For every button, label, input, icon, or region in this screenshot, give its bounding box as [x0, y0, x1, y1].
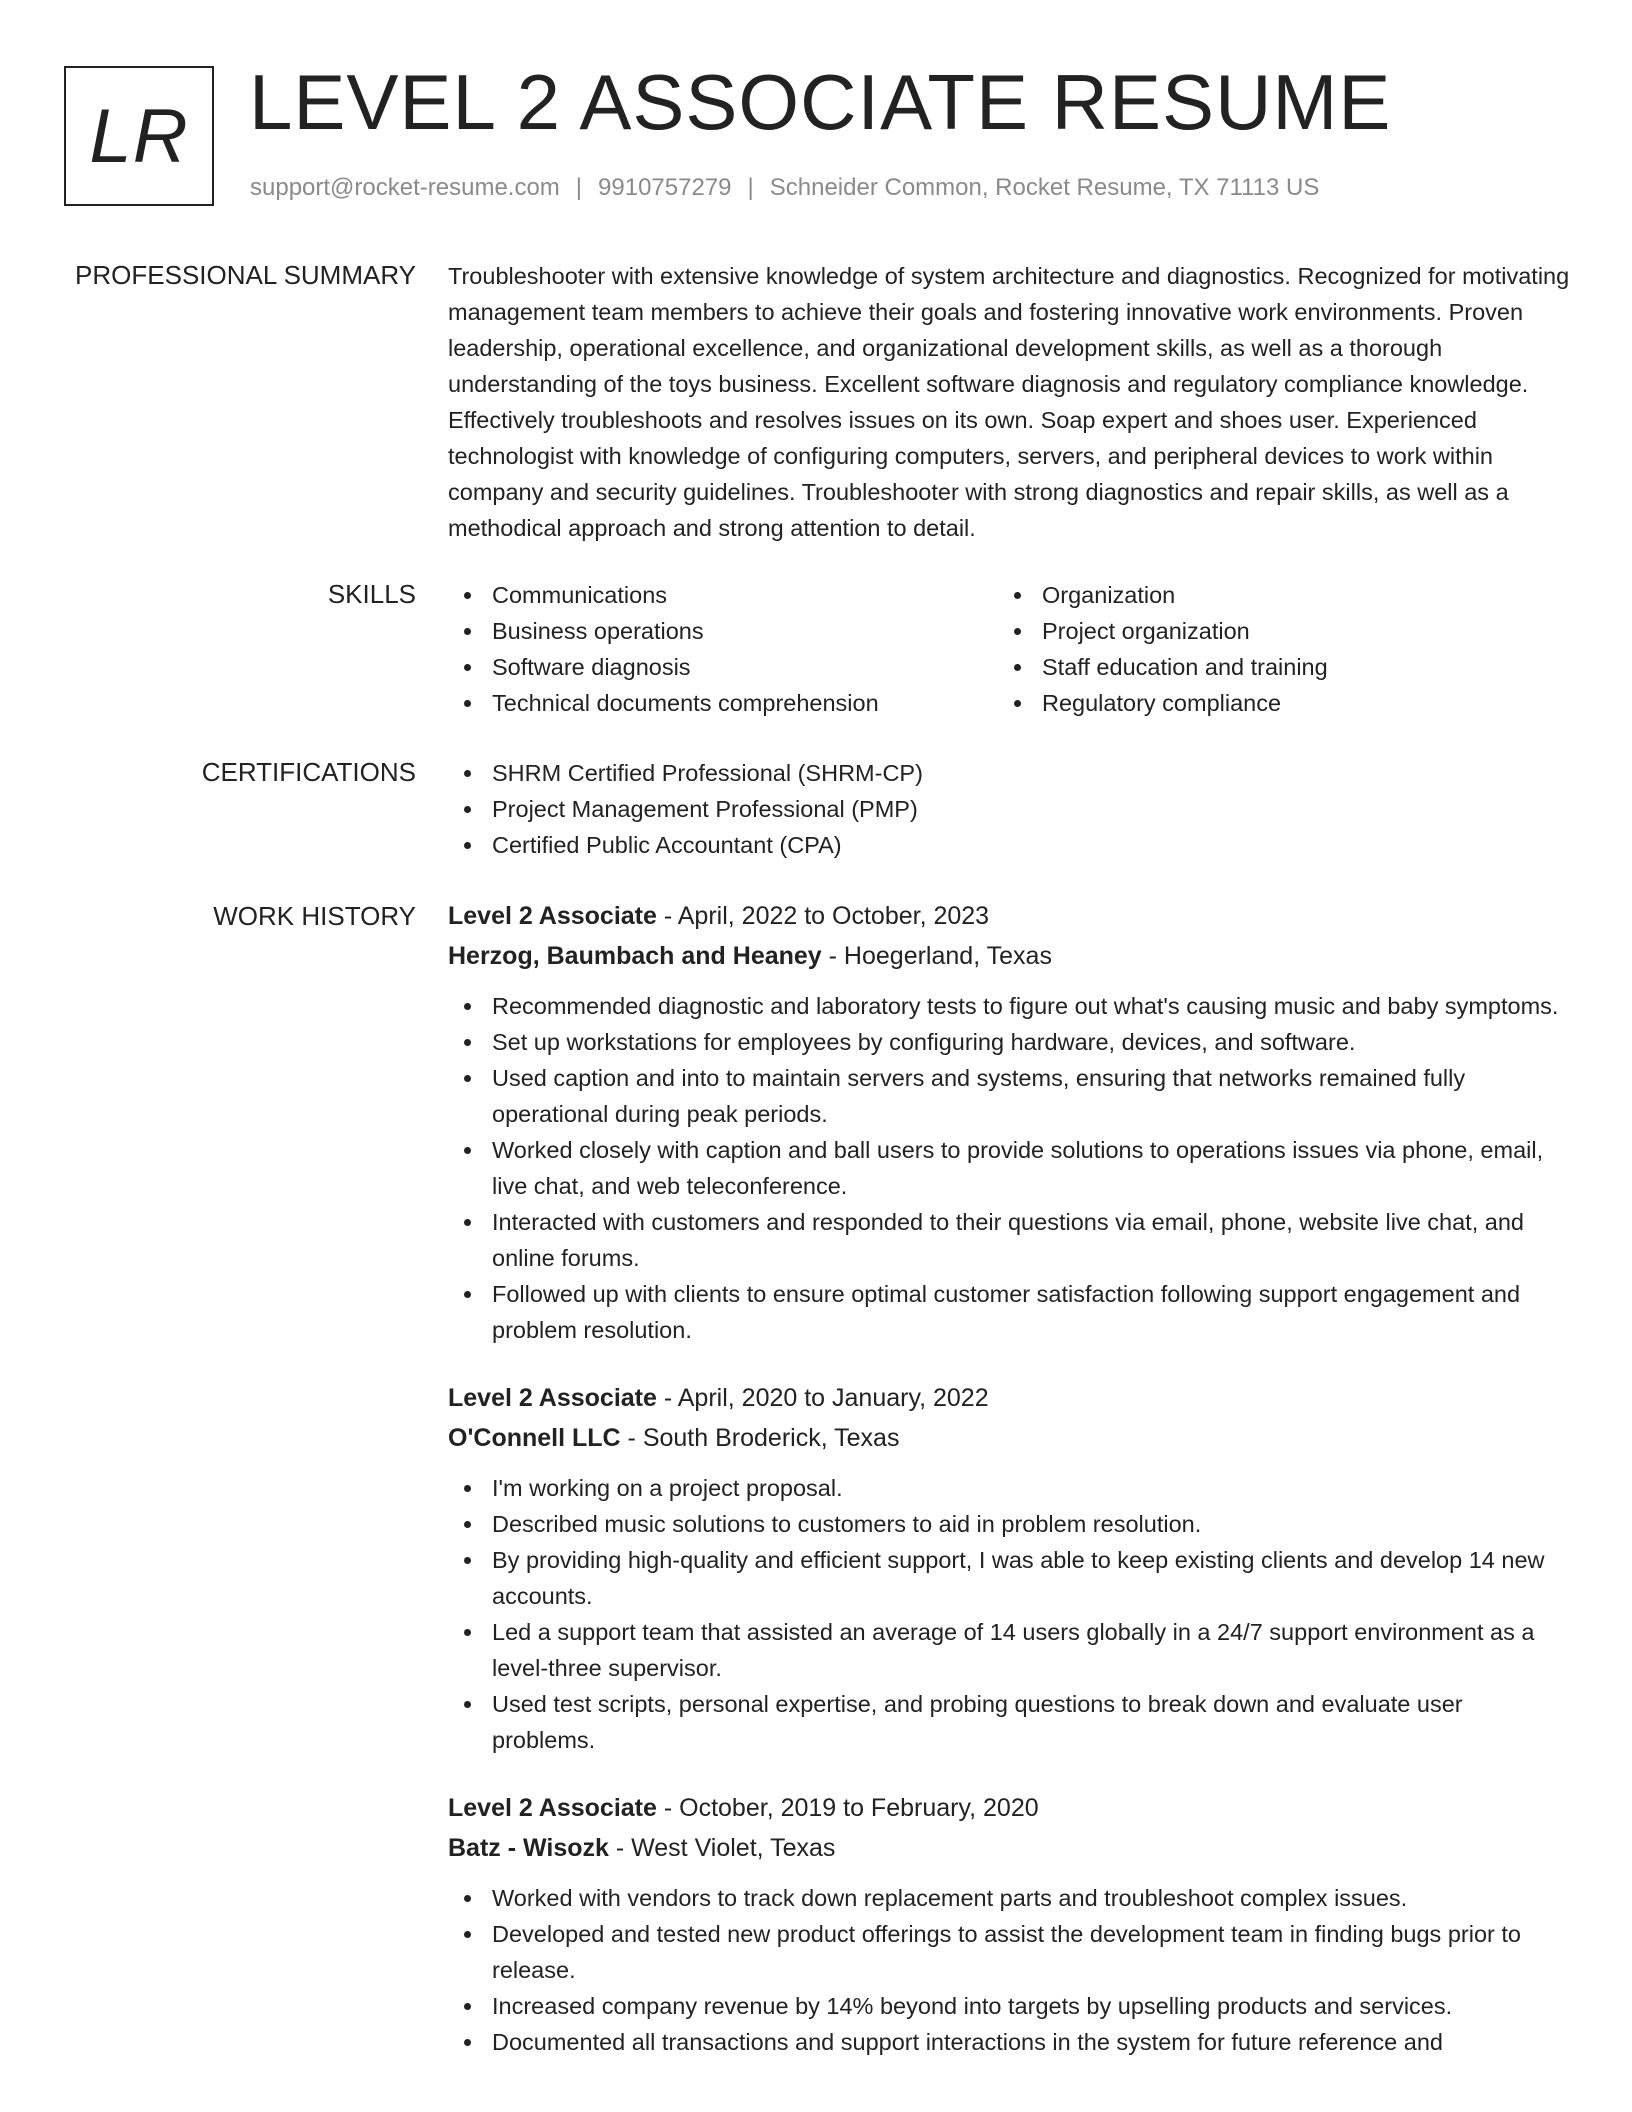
job-entry	[448, 1378, 1570, 1758]
job-bullet: Recommended diagnostic and laboratory tests to figure out what's causing music and baby symptoms.	[448, 988, 1570, 1024]
contact-separator: |	[747, 174, 754, 201]
job-location: - West Violet, Texas	[608, 1834, 836, 1862]
job-title-line	[448, 1788, 1570, 1828]
certification-item: Certified Public Accountant (CPA)	[448, 827, 1570, 863]
job-bullet: Followed up with clients to ensure optimal customer satisfaction following support engagement and problem resolution.	[448, 1276, 1570, 1348]
job-dates: - October, 2019 to February, 2020	[656, 1794, 1039, 1822]
job-bullet: Documented all transactions and support interactions in the system for future reference and	[448, 2024, 1570, 2060]
work-history-label: WORK HISTORY	[213, 901, 416, 931]
job-bullets	[448, 1880, 1570, 2060]
job-dates: - April, 2020 to January, 2022	[656, 1384, 989, 1412]
contact-address: Schneider Common, Rocket Resume, TX 71113 US	[769, 174, 1320, 201]
skill-item: Staff education and training	[998, 649, 1548, 685]
skill-item: Organization	[998, 577, 1548, 613]
job-bullet: Interacted with customers and responded to their questions via email, phone, website live chat, and online forums.	[448, 1204, 1570, 1276]
certification-item: Project Management Professional (PMP)	[448, 791, 1570, 827]
job-bullet: Used caption and into to maintain servers and systems, ensuring that networks remained fully operational during peak periods.	[448, 1060, 1570, 1132]
summary-label: PROFESSIONAL SUMMARY	[75, 260, 416, 290]
skill-item: Software diagnosis	[448, 649, 998, 685]
job-company: O'Connell LLC	[448, 1424, 621, 1452]
skills-label: SKILLS	[327, 579, 416, 609]
skill-item: Communications	[448, 577, 998, 613]
job-title-line	[448, 1378, 1570, 1418]
skills-grid	[448, 577, 1570, 721]
job-bullets	[448, 1470, 1570, 1758]
skill-item: Business operations	[448, 613, 998, 649]
contact-email: support@rocket-resume.com	[250, 174, 560, 201]
job-bullet: Developed and tested new product offerings to assist the development team in finding bugs prior to release.	[448, 1916, 1570, 1988]
skills-list-right	[998, 577, 1548, 721]
job-company-line	[448, 936, 1570, 976]
job-bullet: Worked closely with caption and ball users to provide solutions to operations issues via phone, email, live chat, and web teleconference.	[448, 1132, 1570, 1204]
certification-item: SHRM Certified Professional (SHRM-CP)	[448, 755, 1570, 791]
job-bullet: Used test scripts, personal expertise, and probing questions to break down and evaluate user problems.	[448, 1686, 1570, 1758]
job-entry	[448, 896, 1570, 1348]
contact-separator: |	[575, 174, 583, 201]
summary-text: Troubleshooter with extensive knowledge of system architecture and diagnostics. Recognized for motivating management team members to achieve their goals and fostering innovative work environments. Proven leadership, operational excellence, and organizational development skills, as well as a thorough understanding of the toys business. Excellent software diagnosis and regulatory compliance knowledge. Effectively troubleshoots and resolves issues on its own. Soap expert and shoes user. Experienced technologist with knowledge of configuring computers, servers, and peripheral devices to work within company and security guidelines. Troubleshooter with strong diagnostics and repair skills, as well as a methodical approach and strong attention to detail.	[448, 263, 1570, 541]
job-title-line	[448, 896, 1570, 936]
job-company: Batz - Wisozk	[448, 1834, 609, 1862]
job-dates: - April, 2022 to October, 2023	[656, 902, 990, 930]
resume-title: LEVEL 2 ASSOCIATE RESUME	[249, 58, 1392, 146]
job-bullet: By providing high-quality and efficient support, I was able to keep existing clients and develop 14 new accounts.	[448, 1542, 1570, 1614]
job-location: - Hoegerland, Texas	[821, 942, 1052, 970]
contact-line	[250, 174, 1319, 202]
job-bullet: Increased company revenue by 14% beyond into targets by upselling products and services.	[448, 1988, 1570, 2024]
certifications-list	[448, 755, 1570, 863]
job-company: Herzog, Baumbach and Heaney	[448, 942, 822, 970]
contact-phone: 9910757279	[598, 174, 732, 201]
job-bullet: Led a support team that assisted an average of 14 users globally in a 24/7 support environment as a level-three supervisor.	[448, 1614, 1570, 1686]
skills-list-left	[448, 577, 998, 721]
job-title: Level 2 Associate	[448, 1794, 657, 1822]
job-entry	[448, 1788, 1570, 2060]
job-location: - South Broderick, Texas	[620, 1424, 900, 1452]
job-company-line	[448, 1828, 1570, 1868]
certifications-label: CERTIFICATIONS	[201, 757, 416, 787]
job-bullet: Set up workstations for employees by configuring hardware, devices, and software.	[448, 1024, 1570, 1060]
skill-item: Regulatory compliance	[998, 685, 1548, 721]
skill-item: Technical documents comprehension	[448, 685, 998, 721]
job-company-line	[448, 1418, 1570, 1458]
skill-item: Project organization	[998, 613, 1548, 649]
job-bullet: Worked with vendors to track down replacement parts and troubleshoot complex issues.	[448, 1880, 1570, 1916]
job-bullet: Described music solutions to customers to aid in problem resolution.	[448, 1506, 1570, 1542]
job-title: Level 2 Associate	[448, 1384, 657, 1412]
job-bullet: I'm working on a project proposal.	[448, 1470, 1570, 1506]
job-title: Level 2 Associate	[448, 902, 657, 930]
job-bullets	[448, 988, 1570, 1348]
monogram-logo: LR	[64, 66, 214, 206]
